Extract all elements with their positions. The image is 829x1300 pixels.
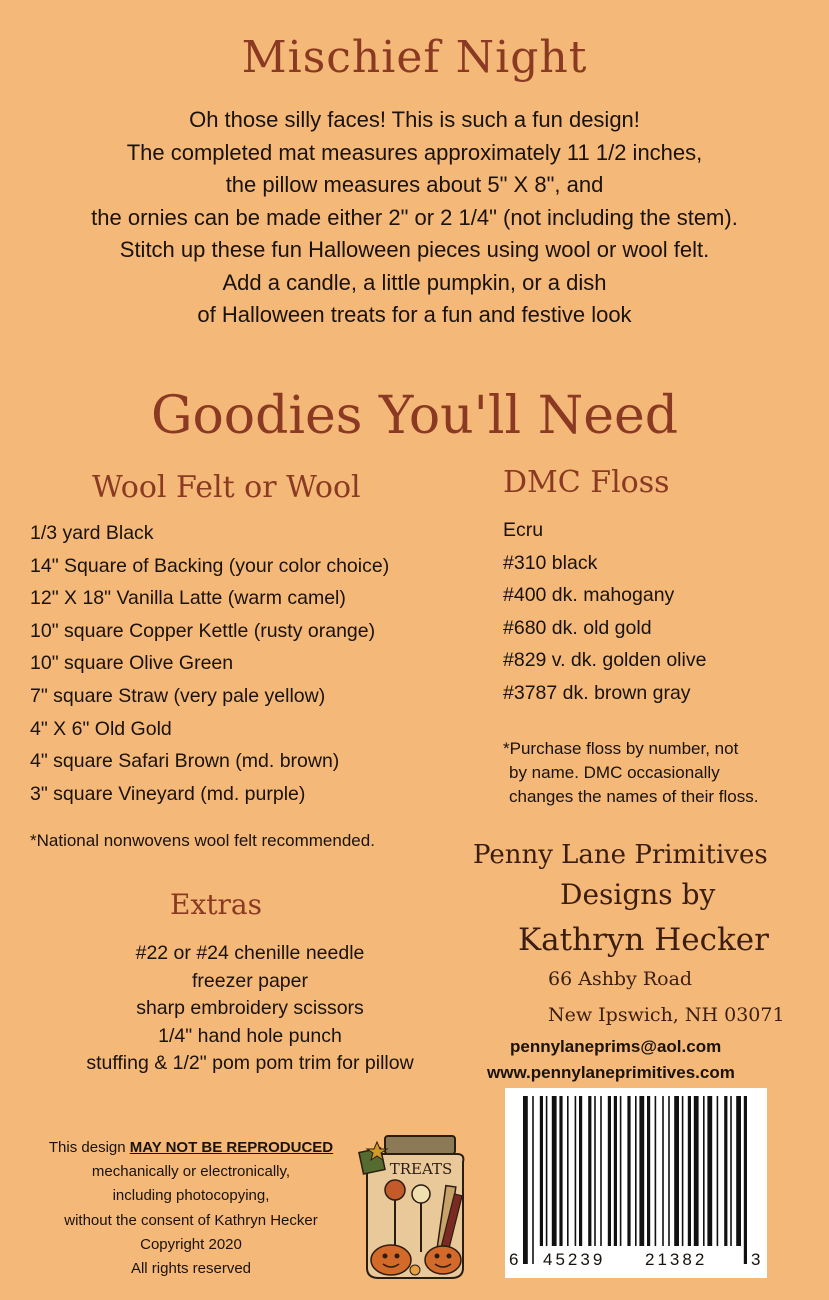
page-title: Mischief Night bbox=[241, 32, 588, 83]
barcode-group-2: 21382 bbox=[645, 1250, 708, 1269]
intro-line: Add a candle, a little pumpkin, or a dish bbox=[222, 269, 607, 295]
barcode-bar bbox=[736, 1096, 741, 1246]
extras-list bbox=[20, 940, 480, 1078]
publisher-name: Penny Lane Primitives bbox=[473, 840, 768, 870]
barcode-bar bbox=[546, 1096, 548, 1246]
dmc-note bbox=[503, 737, 758, 809]
barcode-bar bbox=[717, 1096, 719, 1246]
list-item: 1/4" hand hole punch bbox=[158, 1024, 342, 1047]
website-link[interactable]: www.pennylaneprimitives.com bbox=[487, 1063, 735, 1082]
intro-line: of Halloween treats for a fun and festive look bbox=[197, 302, 632, 327]
barcode-bar bbox=[639, 1096, 644, 1246]
barcode-group-1: 45239 bbox=[543, 1250, 606, 1269]
note-line: *Purchase floss by number, not bbox=[503, 739, 739, 758]
copyright-line: Copyright 2020 bbox=[140, 1235, 242, 1253]
barcode-bar bbox=[662, 1096, 664, 1246]
list-item: 10" square Olive Green bbox=[30, 652, 234, 675]
list-item: 14" Square of Backing (your color choice) bbox=[30, 554, 390, 577]
list-item: #680 dk. old gold bbox=[503, 616, 652, 639]
copyright-line: mechanically or electronically, bbox=[91, 1163, 291, 1181]
barcode-bar bbox=[627, 1096, 630, 1246]
intro-line: Oh those silly faces! This is such a fun design! bbox=[189, 107, 640, 132]
barcode-check-digit: 3 bbox=[751, 1250, 761, 1269]
barcode-bar bbox=[588, 1096, 591, 1246]
list-item: 7" square Straw (very pale yellow) bbox=[30, 684, 326, 707]
barcode-bar bbox=[540, 1096, 543, 1246]
publisher-designs-by: Designs by bbox=[560, 878, 716, 911]
barcode-bar bbox=[559, 1096, 562, 1246]
copyright-line: All rights reserved bbox=[130, 1260, 252, 1278]
barcode-bar bbox=[579, 1096, 582, 1246]
list-item: Ecru bbox=[503, 519, 544, 541]
intro-text bbox=[0, 104, 829, 332]
list-item: 10" square Copper Kettle (rusty orange) bbox=[30, 619, 376, 642]
dmc-heading: DMC Floss bbox=[503, 465, 670, 500]
jar-label: TREATS bbox=[389, 1160, 453, 1178]
treats-jar-illustration bbox=[355, 1132, 470, 1282]
list-item: 3" square Vineyard (md. purple) bbox=[30, 782, 306, 805]
barcode-bar bbox=[523, 1096, 528, 1264]
copyright-emphasis: MAY NOT BE REPRODUCED bbox=[129, 1139, 334, 1156]
goodies-heading: Goodies You'll Need bbox=[150, 386, 679, 446]
barcode-bar bbox=[682, 1096, 684, 1246]
designer-name: Kathryn Hecker bbox=[518, 922, 769, 958]
barcode-bar bbox=[703, 1096, 705, 1246]
wool-list bbox=[30, 517, 389, 810]
intro-line: The completed mat measures approximately 11 1/2 inches, bbox=[126, 139, 703, 165]
jar-icon bbox=[355, 1132, 470, 1282]
list-item: 4" square Safari Brown (md. brown) bbox=[30, 750, 340, 773]
list-item: #400 dk. mahogany bbox=[503, 584, 675, 607]
wool-heading: Wool Felt or Wool bbox=[92, 470, 361, 505]
barcode-bar bbox=[744, 1096, 747, 1264]
email-link[interactable]: pennylaneprims@aol.com bbox=[510, 1037, 722, 1056]
list-item: #3787 dk. brown gray bbox=[503, 681, 691, 704]
barcode-bar bbox=[668, 1096, 670, 1246]
list-item: freezer paper bbox=[192, 969, 308, 992]
barcode-bar bbox=[567, 1096, 569, 1246]
barcode-bar bbox=[552, 1096, 557, 1246]
intro-line: the pillow measures about 5" X 8", and bbox=[225, 172, 604, 197]
barcode-bar bbox=[600, 1096, 602, 1246]
list-item: #22 or #24 chenille needle bbox=[135, 942, 365, 964]
barcode-bar bbox=[620, 1096, 622, 1246]
barcode-bar bbox=[674, 1096, 679, 1246]
note-line: by name. DMC occasionally bbox=[509, 763, 720, 782]
address-line-2: New Ipswich, NH 03071 bbox=[548, 1004, 785, 1026]
copyright-line: without the consent of Kathryn Hecker bbox=[64, 1211, 318, 1229]
note-line: changes the names of their floss. bbox=[509, 787, 759, 806]
list-item: #829 v. dk. golden olive bbox=[503, 649, 707, 672]
barcode-bar bbox=[532, 1096, 534, 1264]
barcode-bar bbox=[608, 1096, 611, 1246]
intro-line: Stitch up these fun Halloween pieces using wool or wool felt. bbox=[119, 237, 710, 262]
barcode-bar bbox=[730, 1096, 732, 1246]
copyright-notice bbox=[18, 1136, 364, 1281]
barcode-bar bbox=[647, 1096, 650, 1246]
copyright-prefix: This design bbox=[48, 1139, 130, 1156]
extras-heading: Extras bbox=[170, 888, 262, 921]
barcode-bar bbox=[614, 1096, 617, 1246]
list-item: 12" X 18" Vanilla Latte (warm camel) bbox=[30, 587, 346, 610]
barcode-bar bbox=[724, 1096, 727, 1246]
intro-line: the ornies can be made either 2" or 2 1/4" (not including the stem). bbox=[91, 204, 738, 230]
list-item: stuffing & 1/2" pom pom trim for pillow bbox=[86, 1052, 414, 1075]
barcode-bar bbox=[655, 1096, 657, 1246]
copyright-first-line bbox=[18, 1136, 364, 1160]
barcode bbox=[505, 1088, 767, 1278]
list-item: #310 black bbox=[503, 551, 598, 574]
wool-note: *National nonwovens wool felt recommended. bbox=[30, 831, 375, 850]
barcode-bar bbox=[688, 1096, 691, 1246]
barcode-lead-digit: 6 bbox=[509, 1250, 519, 1269]
dmc-list bbox=[503, 514, 706, 710]
list-item: 1/3 yard Black bbox=[30, 522, 154, 544]
barcode-bar bbox=[694, 1096, 699, 1246]
barcode-bar bbox=[707, 1096, 712, 1246]
address-line-1: 66 Ashby Road bbox=[548, 968, 693, 990]
barcode-bar bbox=[575, 1096, 577, 1246]
list-item: sharp embroidery scissors bbox=[136, 997, 364, 1020]
copyright-line: including photocopying, bbox=[112, 1187, 270, 1205]
list-item: 4" X 6" Old Gold bbox=[30, 717, 172, 740]
barcode-bar bbox=[635, 1096, 637, 1246]
barcode-bar bbox=[594, 1096, 596, 1246]
